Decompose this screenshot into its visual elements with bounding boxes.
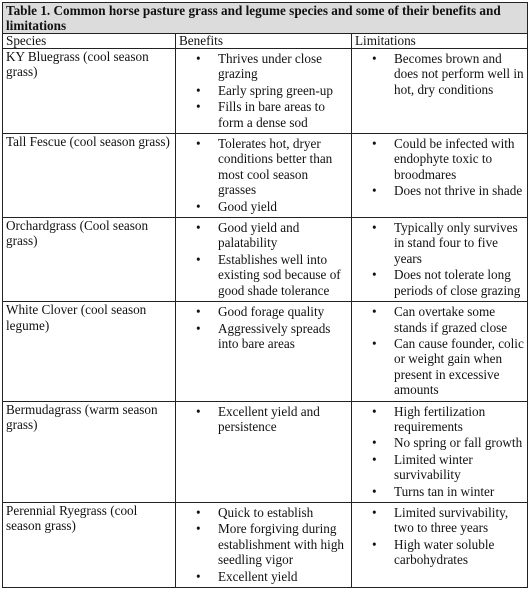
list-item: • Does not thrive in shade (394, 183, 524, 198)
species-table (2, 2, 528, 588)
limitations-cell (352, 218, 528, 302)
benefits-cell (176, 218, 352, 302)
list-item: • Quick to establish (218, 505, 348, 520)
limitations-list (355, 220, 524, 298)
limitations-list (355, 404, 524, 499)
list-item: • Excellent yield (218, 569, 348, 584)
limitations-list (355, 304, 524, 397)
list-item: • Aggressively spreads into bare areas (218, 321, 348, 352)
list-item: • Limited survivability, two to three years (394, 505, 524, 536)
benefits-list (179, 51, 348, 130)
benefits-cell (176, 134, 352, 218)
benefits-list (179, 404, 348, 435)
species-cell: Bermudagrass (warm season grass) (3, 401, 176, 502)
species-cell: White Clover (cool season legume) (3, 302, 176, 401)
limitations-list (355, 505, 524, 568)
list-item: • Becomes brown and does not perform well in hot, dry conditions (394, 51, 524, 97)
list-item: • High fertilization requirements (394, 404, 524, 435)
header-limitations: Limitations (352, 34, 528, 49)
benefits-list (179, 304, 348, 351)
limitations-cell (352, 401, 528, 502)
benefits-list (179, 505, 348, 584)
limitations-cell (352, 134, 528, 218)
species-cell: Tall Fescue (cool season grass) (3, 134, 176, 218)
benefits-cell (176, 401, 352, 502)
list-item: • Does not tolerate long periods of close grazing (394, 267, 524, 298)
table-row (3, 49, 528, 134)
benefits-cell (176, 502, 352, 587)
list-item: • Limited winter survivability (394, 452, 524, 483)
benefits-cell (176, 302, 352, 401)
list-item: • Turns tan in winter (394, 484, 524, 499)
table-row (3, 401, 528, 502)
list-item: • Fills in bare areas to form a dense sod (218, 99, 348, 130)
list-item: • No spring or fall growth (394, 435, 524, 450)
limitations-list (355, 51, 524, 97)
table-row (3, 134, 528, 218)
header-species: Species (3, 34, 176, 49)
benefits-list (179, 136, 348, 214)
list-item: • Excellent yield and persistence (218, 404, 348, 435)
list-item: • Establishes well into existing sod because of good shade tolerance (218, 252, 348, 298)
table-row (3, 218, 528, 302)
limitations-cell (352, 302, 528, 401)
list-item: • Can cause founder, colic or weight gain when present in excessive amounts (394, 336, 524, 398)
header-row (3, 34, 528, 49)
table-row (3, 302, 528, 401)
limitations-cell (352, 502, 528, 587)
list-item: • Good yield (218, 199, 348, 214)
species-cell: KY Bluegrass (cool season grass) (3, 49, 176, 134)
list-item: • Can overtake some stands if grazed close (394, 304, 524, 335)
list-item: • Early spring green-up (218, 83, 348, 98)
species-cell: Orchardgrass (Cool season grass) (3, 218, 176, 302)
table-row (3, 502, 528, 587)
benefits-list (179, 220, 348, 298)
list-item: • Could be infected with endophyte toxic to broodmares (394, 136, 524, 182)
list-item: • High water soluble carbohydrates (394, 537, 524, 568)
list-item: • Tolerates hot, dryer conditions better than most cool season grasses (218, 136, 348, 198)
list-item: • Good forage quality (218, 304, 348, 319)
list-item: • Thrives under close grazing (218, 51, 348, 82)
limitations-list (355, 136, 524, 199)
list-item: • More forgiving during establishment with high seedling vigor (218, 521, 348, 567)
list-item: • Good yield and palatability (218, 220, 348, 251)
list-item: • Typically only survives in stand four to five years (394, 220, 524, 266)
header-benefits: Benefits (176, 34, 352, 49)
limitations-cell (352, 49, 528, 134)
table-caption: Table 1. Common horse pasture grass and legume species and some of their benefits and limitations (3, 3, 528, 34)
species-cell: Perennial Ryegrass (cool season grass) (3, 502, 176, 587)
benefits-cell (176, 49, 352, 134)
